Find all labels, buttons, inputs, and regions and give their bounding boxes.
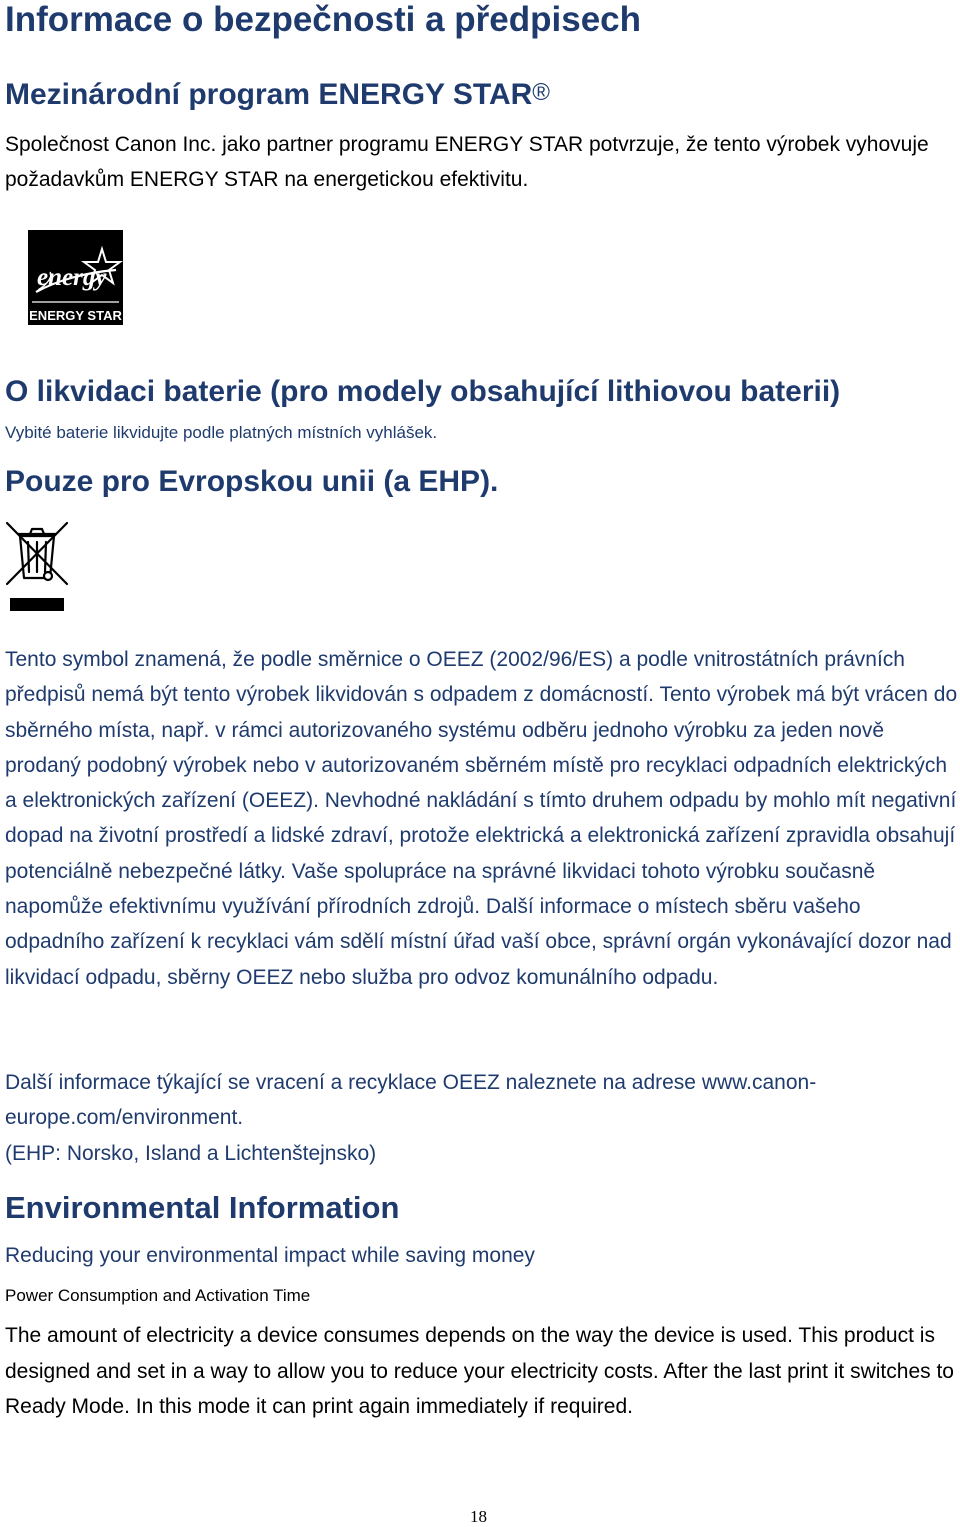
registered-mark: ® [532,79,550,106]
power-consumption-label: Power Consumption and Activation Time [5,1286,311,1305]
environmental-heading: Environmental Information [5,1190,400,1225]
environmental-subheading: Reducing your environmental impact while saving money [5,1244,535,1267]
eu-heading: Pouze pro Evropskou unii (a EHP). [5,465,499,498]
energy-star-paragraph: Společnost Canon Inc. jako partner programu ENERGY STAR potvrzuje, že tento výrobek vyhovuje požadavkům ENERGY STAR na energetickou efektivitu. [5,133,929,191]
page-number: 18 [470,1507,487,1526]
battery-text: Vybité baterie likvidujte podle platných místních vyhlášek. [5,423,438,442]
energy-star-heading [5,77,550,113]
energy-star-logo-icon [28,230,123,325]
energy-star-logo-label: ENERGY STAR [29,308,122,323]
ehp-note: (EHP: Norsko, Island a Lichtenštejnsko) [5,1142,377,1165]
weee-info-paragraph: Další informace týkající se vracení a recyklace OEEZ naleznete na adrese www.canon-europe.com/environment. [5,1071,817,1130]
page-title: Informace o bezpečnosti a předpisech [5,0,641,39]
svg-text:energy: energy [37,264,107,291]
environmental-paragraph: The amount of electricity a device consumes depends on the way the device is used. This product is designed and set in a way to allow you to reduce your electricity costs. After the last print it switches to Ready Mode. In this mode it can print again immediately if required. [5,1324,954,1418]
battery-heading: O likvidaci baterie (pro modely obsahující lithiovou baterii) [5,375,841,408]
weee-paragraph: Tento symbol znamená, že podle směrnice o OEEZ (2002/96/ES) a podle vnitrostátních právních předpisů nemá být tento výrobek likvidován s odpadem z domácností. Tento výrobek má být vrácen do sběrného místa, např. v rámci autorizovaného systému odběru jednoho výrobku za jeden nově prodaný podobný výrobek nebo v autorizovaném sběrném místě pro recyklaci odpadních elektrických a elektronických zařízení (OEEZ). Nevhodné nakládání s tímto druhem odpadu by mohlo mít negativní dopad na životní prostředí a lidské zdraví, protože elektrická a elektronická zařízení zpravidla obsahují potenciálně nebezpečné látky. Vaše spolupráce na správné likvidaci tohoto výrobku současně napomůže efektivnímu využívání přírodních zdrojů. Další informace o místech sběru vašeho odpadního zařízení k recyklaci vám sdělí místní úřad vaší obce, správní orgán vykonávající dozor nad likvidací odpadu, sběrny OEEZ nebo služba pro odvoz komunálního odpadu. [5,648,958,989]
energy-star-heading-text: Mezinárodní program ENERGY STAR [5,78,533,111]
weee-bin-icon [4,520,70,613]
